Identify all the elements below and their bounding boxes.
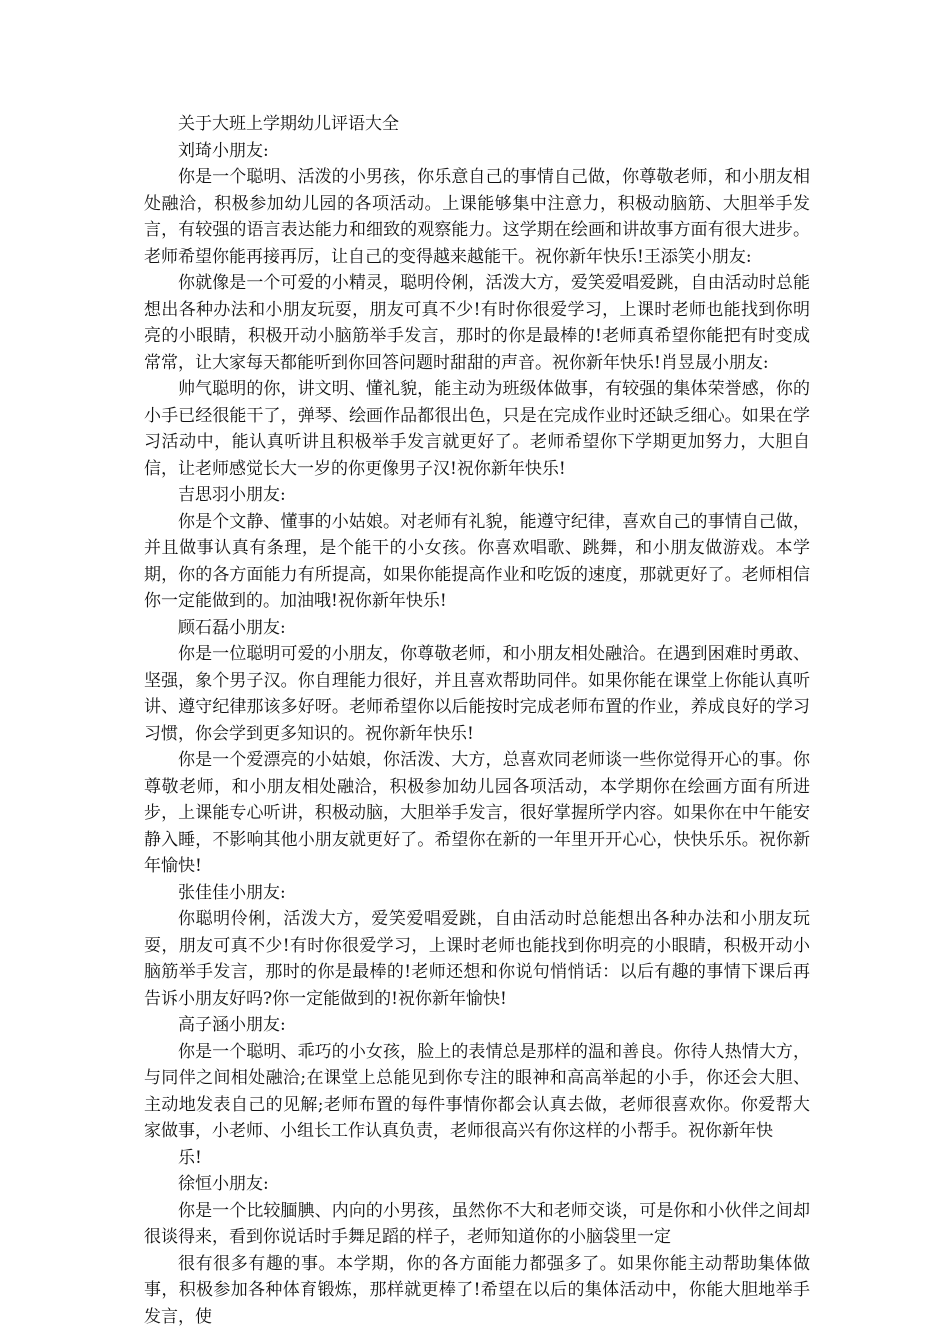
paragraph: 高子涵小朋友: xyxy=(178,1015,286,1035)
paragraph: 顾石磊小朋友: xyxy=(178,617,286,638)
document-body xyxy=(144,111,810,1330)
paragraph: 徐恒小朋友: xyxy=(178,1174,269,1194)
paragraph: 吉思羽小朋友: xyxy=(178,485,286,505)
paragraph: 帅气聪明的你，讲文明、懂礼貌，能主动为班级体做事，有较强的集体荣誉感，你的小手已经很能干了，弹琴、绘画作品都很出色，只是在完成作业时还缺乏细心。如果在学习活动中，能认真听讲且积极举手发言就更好了。老师希望你下学期更加努力，大胆自信，让老师感觉长大一岁的你更像男子汉!祝你新年快乐! xyxy=(144,379,810,479)
paragraph: 你是个文静、懂事的小姑娘。对老师有礼貌，能遵守纪律，喜欢自己的事情自己做，并且做事认真有条理，是个能干的小女孩。你喜欢唱歌、跳舞，和小朋友做游戏。本学期，你的各方面能力有所提高，如果你能提高作业和吃饭的速度，那就更好了。老师相信你一定能做到的。加油哦!祝你新年快乐! xyxy=(144,511,810,611)
paragraph: 你就像是一个可爱的小精灵，聪明伶俐，活泼大方，爱笑爱唱爱跳，自由活动时总能想出各种办法和小朋友玩耍，朋友可真不少!有时你很爱学习，上课时老师也能找到你明亮的小眼睛，积极开动小脑筋举手发言，那时的你是最棒的!老师真希望你能把有时变成常常，让大家每天都能听到你回答问题时甜甜的声音。祝你新年快乐!肖昱晟小朋友: xyxy=(144,273,810,373)
paragraph: 张佳佳小朋友: xyxy=(178,882,286,903)
paragraph: 你聪明伶俐，活泼大方，爱笑爱唱爱跳，自由活动时总能想出各种办法和小朋友玩耍，朋友可真不少!有时你很爱学习，上课时老师也能找到你明亮的小眼睛，积极开动小脑筋举手发言，那时的你是最棒的!老师还想和你说句悄悄话：以后有趣的事情下课后再告诉小朋友好吗?你一定能做到的!祝你新年愉快! xyxy=(144,909,810,1009)
paragraph: 刘琦小朋友: xyxy=(178,140,269,161)
paragraph: 很有很多有趣的事。本学期，你的各方面能力都强多了。如果你能主动帮助集体做事，积极参加各种体育锻炼，那样就更棒了!希望在以后的集体活动中，你能大胆地举手发言，使 xyxy=(144,1253,810,1327)
paragraph: 你是一个聪明、乖巧的小女孩，脸上的表情总是那样的温和善良。你待人热情大方，与同伴之间相处融洽;在课堂上总能见到你专注的眼神和高高举起的小手，你还会大胆、主动地发表自己的见解;老师布置的每件事情你都会认真去做，老师很喜欢你。你爱帮大家做事，小老师、小组长工作认真负责，老师很高兴有你这样的小帮手。祝你新年快 xyxy=(144,1041,810,1141)
paragraph: 你是一个聪明、活泼的小男孩，你乐意自己的事情自己做，你尊敬老师，和小朋友相处融洽，积极参加幼儿园的各项活动。上课能够集中注意力，积极动脑筋、大胆举手发言，有较强的语言表达能力和细致的观察能力。这学期在绘画和讲故事方面有很大进步。老师希望你能再接再厉，让自己的变得越来越能干。祝你新年快乐!王添笑小朋友: xyxy=(144,167,810,267)
paragraph: 你是一个爱漂亮的小姑娘，你活泼、大方，总喜欢同老师谈一些你觉得开心的事。你尊敬老师，和小朋友相处融洽，积极参加幼儿园各项活动，本学期你在绘画方面有所进步，上课能专心听讲，积极动脑，大胆举手发言，很好掌握所学内容。如果你在中午能安静入睡，不影响其他小朋友就更好了。希望你在新的一年里开开心心，快快乐乐。祝你新年愉快! xyxy=(144,750,810,876)
paragraph: 乐! xyxy=(178,1147,202,1168)
paragraph: 你是一位聪明可爱的小朋友，你尊敬老师，和小朋友相处融洽。在遇到困难时勇敢、坚强，象个男子汉。你自理能力很好，并且喜欢帮助同伴。如果你能在课堂上你能认真听讲、遵守纪律那该多好呀。老师希望你以后能按时完成老师布置的作业，养成良好的学习习惯，你会学到更多知识的。祝你新年快乐! xyxy=(144,644,810,744)
document-title: 关于大班上学期幼儿评语大全 xyxy=(178,114,399,134)
paragraph: 你是一个比较腼腆、内向的小男孩，虽然你不大和老师交谈，可是你和小伙伴之间却很谈得来，看到你说话时手舞足蹈的样子，老师知道你的小脑袋里一定 xyxy=(144,1200,810,1247)
